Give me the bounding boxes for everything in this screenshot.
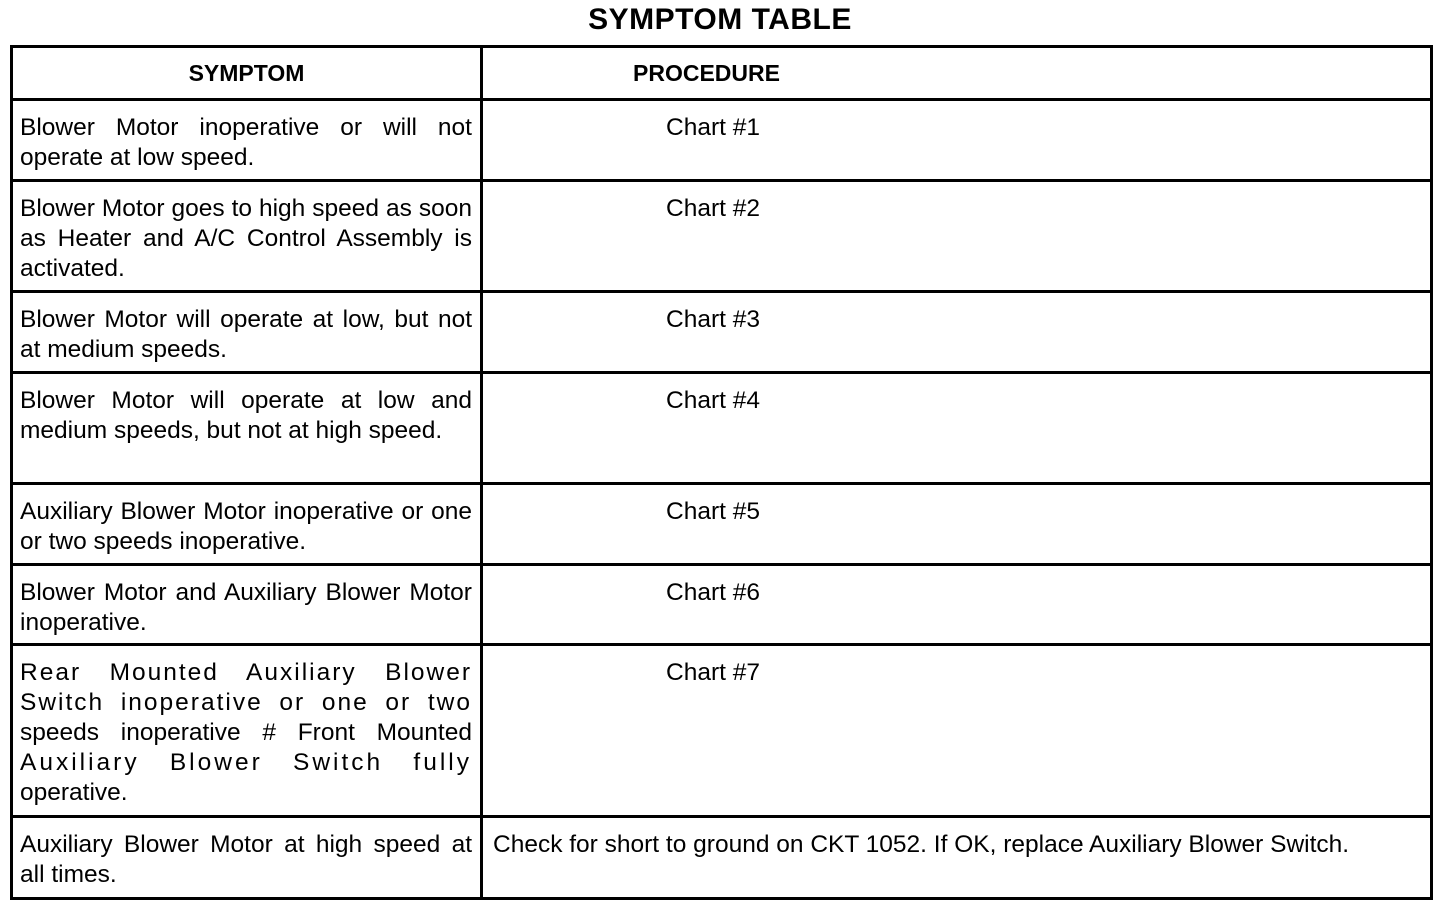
symptom-cell: [12, 645, 482, 817]
table-header-row: [12, 47, 1432, 100]
symptom-line: speed.: [368, 416, 443, 444]
symptom-cell: [12, 291, 482, 372]
symptom-line: Blower Motor inoperative or will not: [20, 114, 472, 141]
symptom-cell: [12, 180, 482, 291]
symptom-cell: [12, 483, 482, 564]
symptom-line: Auxiliary Blower Switch fully: [20, 749, 472, 777]
symptom-line: medium speeds, but not at high: [20, 416, 362, 444]
page-title: SYMPTOM TABLE: [588, 3, 852, 36]
table-row: [12, 817, 1432, 899]
symptom-line: operative.: [20, 779, 128, 807]
symptom-line: speeds inoperative # Front Mounted: [20, 719, 472, 747]
symptom-line: Switch inoperative or one or two: [20, 689, 472, 717]
symptom-line: one or two speeds inoperative.: [20, 497, 472, 555]
table-row: [12, 483, 1432, 564]
table-row: [12, 645, 1432, 817]
symptom-line: Blower Motor goes to high speed as: [20, 194, 412, 222]
table-row: [12, 564, 1432, 645]
symptom-line: soon as Heater and A/C Control: [20, 194, 472, 252]
symptom-line: Blower Motor will operate at low, but: [20, 305, 429, 333]
symptom-line: operate at low speed.: [20, 144, 255, 171]
symptom-cell: [12, 817, 482, 899]
symptom-cell: [12, 372, 482, 483]
symptom-line: Auxiliary Blower Motor inoperative or: [20, 497, 424, 525]
procedure-cell: Chart #5: [482, 483, 1432, 564]
procedure-cell: Check for short to ground on CKT 1052. If OK, replace Auxiliary Blower Switch.: [482, 817, 1432, 899]
symptom-line: not at medium speeds.: [20, 305, 472, 363]
symptom-line: at all times.: [20, 831, 472, 889]
symptom-cell: [12, 100, 482, 181]
column-header-procedure: PROCEDURE: [482, 47, 1432, 100]
procedure-cell: Chart #3: [482, 291, 1432, 372]
symptom-line: Rear Mounted Auxiliary Blower: [20, 659, 472, 687]
symptom-line: Blower Motor will operate at low and: [20, 386, 472, 414]
column-header-symptom: SYMPTOM: [12, 47, 482, 100]
symptom-line: Assembly is activated.: [20, 224, 472, 282]
table-row: [12, 372, 1432, 483]
procedure-cell: Chart #7: [482, 645, 1432, 817]
symptom-table: [10, 45, 1433, 900]
symptom-cell: [12, 564, 482, 645]
procedure-cell: Chart #6: [482, 564, 1432, 645]
symptom-line: Auxiliary Blower Motor at high speed: [20, 831, 441, 859]
symptom-line: Motor inoperative.: [20, 578, 472, 636]
table-row: [12, 100, 1432, 181]
procedure-cell: Chart #2: [482, 180, 1432, 291]
table-row: [12, 291, 1432, 372]
procedure-cell: Chart #1: [482, 100, 1432, 181]
table-row: [12, 180, 1432, 291]
procedure-cell: Chart #4: [482, 372, 1432, 483]
symptom-line: Blower Motor and Auxiliary Blower: [20, 578, 401, 606]
